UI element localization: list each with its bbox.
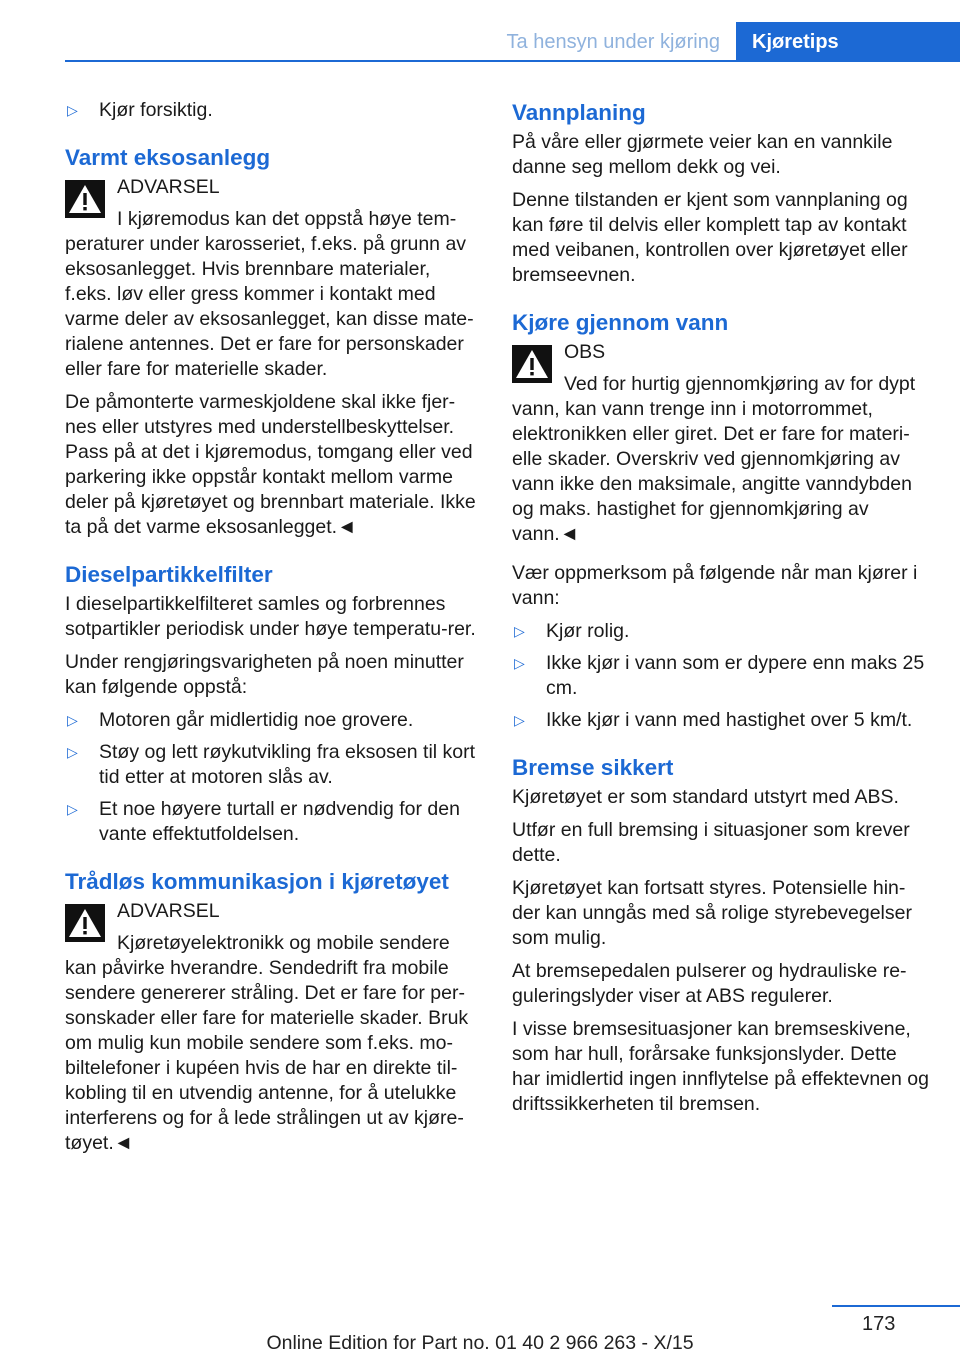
paragraph: Denne tilstanden er kjent som vannplaning og kan føre til delvis eller komplett tap av kontakt med veibanen, kontrollen over kjøretøyet eller bremseevnen. [512, 189, 908, 286]
heading-brake-safely: Bremse sikkert [512, 755, 674, 780]
paragraph: På våre eller gjørmete veier kan en vannkile danne seg mellom dekk og vei. [512, 131, 893, 178]
heading-hot-exhaust: Varmt eksosanlegg [65, 145, 271, 170]
footer-rule [832, 1305, 960, 1307]
paragraph: Under rengjøringsvarigheten på noen minutter kan følgende oppstå: [65, 651, 464, 698]
water-list [512, 619, 930, 733]
paragraph: Vær oppmerksom på følgende når man kjører i vann: [512, 562, 918, 609]
warning-triangle-icon [65, 904, 105, 942]
bullet-triangle-icon: ▷ [514, 655, 525, 671]
intro-list [65, 98, 480, 123]
warning-triangle-icon [65, 180, 105, 218]
paragraph: I dieselpartikkelfilteret samles og forbrennes sotpartikler periodisk under høye temperatu-rer. [65, 593, 476, 640]
warning-block-wireless [65, 899, 480, 1164]
dpf-list [65, 708, 480, 847]
heading-aquaplaning: Vannplaning [512, 100, 646, 125]
paragraph: I visse bremsesituasjoner kan bremseskivene, som har hull, forårsake funksjonslyder. Dette har imidlertid ingen innflytelse på effektevnen og driftssikkerheten til bremsen. [512, 1018, 929, 1115]
list-item: ▷ Et noe høyere turtall er nødvendig for den vante effektutfoldelsen. [67, 798, 460, 845]
list-item: ▷ Kjør rolig. [514, 620, 630, 642]
paragraph: At bremsepedalen pulserer og hydrauliske re-guleringslyder viser at ABS regulerer. [512, 960, 907, 1007]
heading-diesel-particle-filter: Dieselpartikkelfilter [65, 562, 273, 587]
bullet-triangle-icon: ▷ [67, 744, 78, 760]
warning-title: ADVARSEL [117, 900, 220, 922]
right-column [512, 98, 930, 1125]
footer-edition: Online Edition for Part no. 01 40 2 966 263 - X/15 [266, 1332, 694, 1354]
warning-title: ADVARSEL [117, 176, 220, 198]
warning-triangle-icon [512, 345, 552, 383]
bullet-triangle-icon: ▷ [67, 801, 78, 817]
notice-block-water [512, 340, 930, 555]
list-item: ▷ Motoren går midlertidig noe grovere. [67, 709, 414, 731]
list-item: ▷ Ikke kjør i vann som er dypere enn maks 25 cm. [514, 652, 925, 699]
bullet-triangle-icon: ▷ [514, 712, 525, 728]
paragraph: Kjøretøyet kan fortsatt styres. Potensielle hin-der kan unngås med så rolige styrebevegelser som mulig. [512, 877, 912, 949]
page-number: 173 [862, 1313, 896, 1335]
list-item: ▷ Støy og lett røykutvikling fra eksosen til kort tid etter at motoren slås av. [67, 741, 476, 788]
heading-driving-through-water: Kjøre gjennom vann [512, 310, 729, 335]
header-rule [65, 60, 960, 62]
bullet-triangle-icon: ▷ [67, 712, 78, 728]
paragraph: Utfør en full bremsing i situasjoner som krever dette. [512, 819, 910, 866]
warning-text: Kjøretøyelektronikk og mobile sendere kan påvirke hverandre. Sendedrift fra mobile sendere genererer stråling. Det er fare for per-sonskader eller fare for materielle skader. Bruk om mulig kun mobile sendere som f.eks. mo-biltelefoner i kupéen hvis de har en direkte til-kobling til en utvendig antenne, for å utelukke interferens og for å lede strålingen ut av kjøre-tøyet.◄ [65, 932, 469, 1154]
bullet-triangle-icon: ▷ [67, 102, 78, 118]
warning-text: I kjøremodus kan det oppstå høye tem-peraturer under karosseriet, f.eks. på grunn av eksosanlegget. Hvis brennbare materialer, f.eks. løv eller gress kommer i kontakt med varme deler av eksosanlegget, kan disse mate-rialene antennes. Det er fare for personskader eller fare for materielle skader. [65, 208, 474, 380]
heading-wireless-communication: Trådløs kommunikasjon i kjøretøyet [65, 869, 449, 894]
list-item: ▷ Ikke kjør i vann med hastighet over 5 km/t. [514, 709, 913, 731]
warning-block-exhaust [65, 175, 480, 390]
paragraph: Kjøretøyet er som standard utstyrt med ABS. [512, 786, 899, 808]
notice-text: Ved for hurtig gjennomkjøring av for dypt vann, kan vann trenge inn i motorrommet, elektronikken eller giret. Det er fare for materi-elle skader. Overskriv ved gjennomkjøring av vann ikke den maksimale, angitte vanndybden og maks. hastighet for gjennomkjøring av vann.◄ [512, 373, 916, 545]
paragraph: De påmonterte varmeskjoldene skal ikke fjer-nes eller utstyres med understellbeskyttelser. Pass på at det i kjøremodus, tomgang eller ved parkering ikke oppstår kontakt mellom varme deler på kjøretøyet og brennbart materiale. Ikke ta på det varme eksosanlegget.◄ [65, 391, 476, 538]
notice-title: OBS [564, 341, 606, 363]
header-section-title: Ta hensyn under kjøring [506, 31, 720, 53]
list-item: ▷ Kjør forsiktig. [67, 99, 213, 121]
left-column [65, 98, 480, 1164]
header-tab-kjoretips[interactable]: Kjøretips [736, 22, 960, 62]
bullet-triangle-icon: ▷ [514, 623, 525, 639]
